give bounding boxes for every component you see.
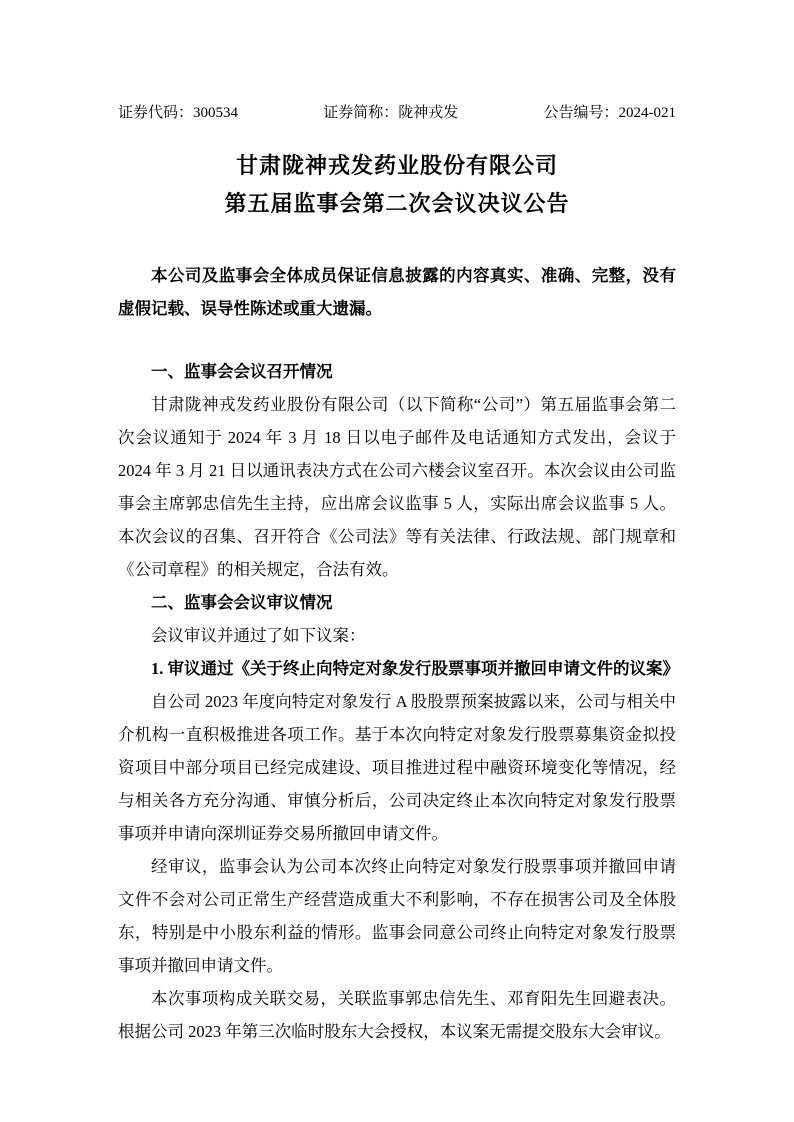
- announcement-number: 公告编号：2024-021: [543, 105, 676, 121]
- section-1-paragraph: 甘肃陇神戎发药业股份有限公司（以下简称“公司”）第五届监事会第二次会议通知于 2024 年 3 月 18 日以电子邮件及电话通知方式发出，会议于 2024 年 3 月 21 日以通讯表决方式在公司六楼会议室召开。本次会议由公司监事会主席郭忠信先生主持，应出席会议监事 5 人，实际出席会议监事 5 人。本次会议的召集、召开符合《公司法》等有关法律、行政法规、部门规章和《公司章程》的相关规定，合法有效。: [118, 395, 677, 579]
- proposal-1-heading: 1. 审议通过《关于终止向特定对象发行股票事项并撤回申请文件的议案》: [151, 659, 679, 678]
- document-body: [118, 355, 679, 1048]
- proposal-1-paragraph-2: 经审议，监事会认为公司本次终止向特定对象发行股票事项并撤回申请文件不会对公司正常生产经营造成重大不利影响，不存在损害公司及全体股东，特别是中小股东利益的情形。监事会同意公司终止向特定对象发行股票事项并撤回申请文件。: [118, 857, 676, 975]
- section-1-heading: 一、监事会会议召开情况: [151, 362, 333, 381]
- proposal-1-paragraph-3: 本次事项构成关联交易，关联监事郭忠信先生、邓育阳先生回避表决。根据公司 2023 年第三次临时股东大会授权，本议案无需提交股东大会审议。: [118, 989, 676, 1041]
- stock-name: 证券简称：陇神戎发: [323, 105, 459, 121]
- section-2-intro: 会议审议并通过了如下议案：: [151, 626, 366, 645]
- proposal-1-paragraph-1: 自公司 2023 年度向特定对象发行 A 股股票预案披露以来，公司与相关中介机构一直积极推进各项工作。基于本次向特定对象发行股票募集资金拟投资项目中部分项目已经完成建设、项目推进过程中融资环境变化等情况，经与相关各方充分沟通、审慎分析后，公司决定终止本次向特定对象发行股票事项并申请向深圳证券交易所撤回申请文件。: [118, 692, 676, 843]
- company-name-title: 甘肃陇神戎发药业股份有限公司: [235, 153, 558, 178]
- disclaimer-paragraph: 本公司及监事会全体成员保证信息披露的内容真实、准确、完整，没有虚假记载、误导性陈述或重大遗漏。: [118, 266, 676, 318]
- section-2-heading: 二、监事会会议审议情况: [151, 593, 333, 612]
- announcement-title: 第五届监事会第二次会议决议公告: [224, 191, 570, 216]
- document-header: [118, 104, 676, 123]
- stock-code: 证券代码：300534: [118, 105, 239, 121]
